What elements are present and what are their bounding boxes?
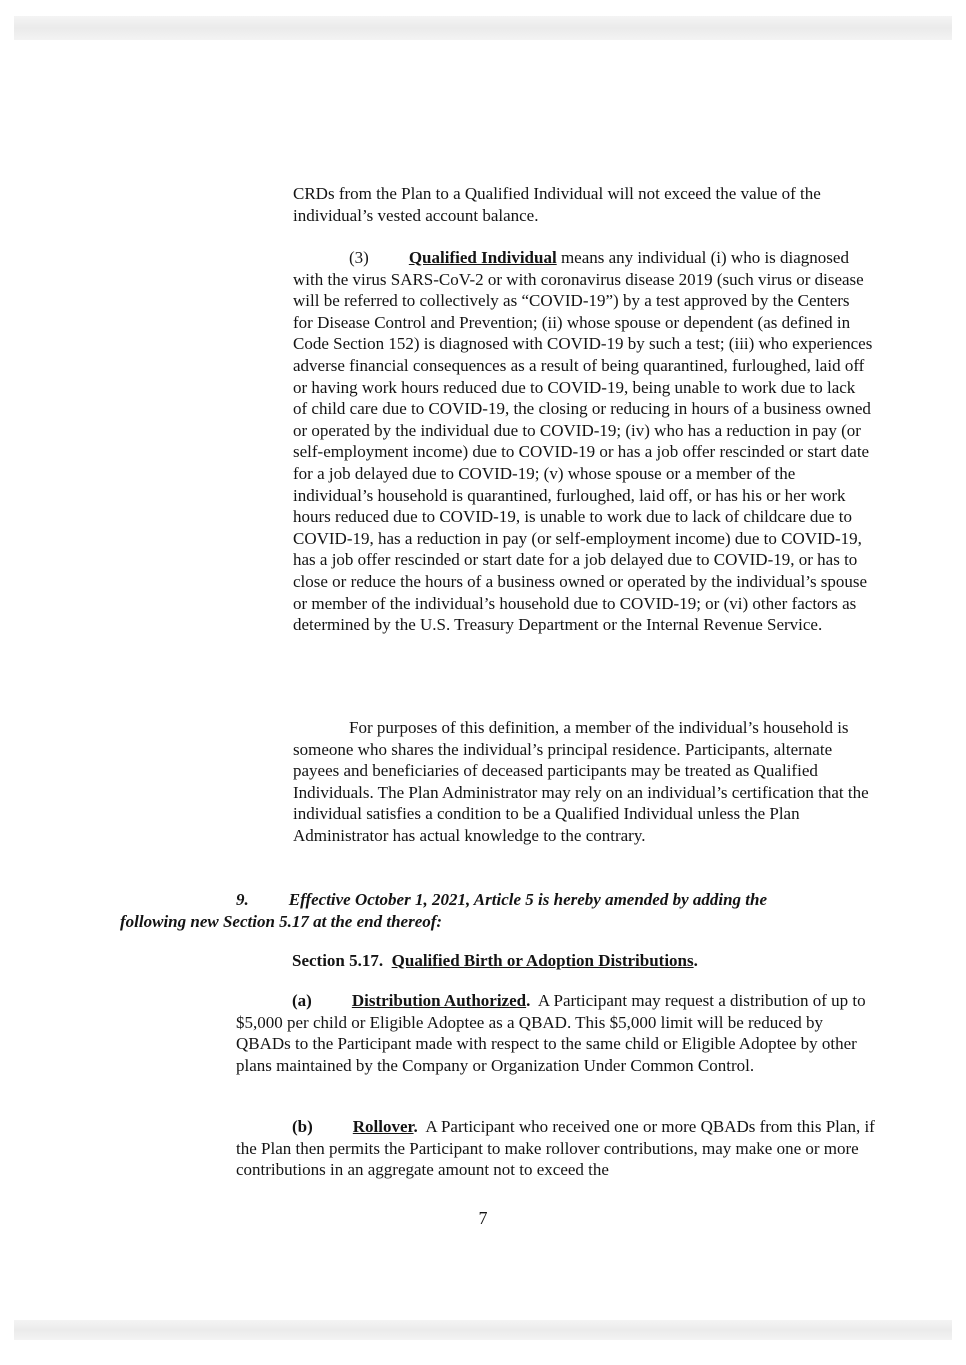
subsection-b-body: A Participant who received one or more QBADs from this Plan, if the Plan then permits the Participant to make rollover contributions, may make one or more contributions in an aggregate amount not to exceed the <box>236 1117 875 1180</box>
page-number: 7 <box>478 1208 488 1228</box>
crds-paragraph <box>293 183 873 226</box>
subsection-b-paragraph <box>236 1116 876 1181</box>
section-title-end: . <box>693 951 698 970</box>
item-9-number: 9. <box>236 890 249 909</box>
qi-body: means any individual (i) who is diagnosed with the virus SARS-CoV-2 or with coronavirus disease 2019 (such virus or disease will be referred to collectively as “COVID-19”) by a test approved by the Centers for Disease Control and Prevention; (ii) whose spouse or dependent (as defined in Code Section 152) is diagnosed with COVID-19 by such a test; (iii) who experiences adverse financial consequences as a result of being quarantined, furloughed, laid off or having work hours reduced due to COVID-19, being unable to work due to lack of child care due to COVID-19, the closing or reducing in hours of a business owned or operated by the individual due to COVID-19; (iv) who has a reduction in pay (or self-employment income) due to COVID-19 or has a job offer rescinded or start date for a job delayed due to COVID-19; (v) whose spouse or a member of the individual’s household is quarantined, furloughed, laid off, or has his or her work hours reduced due to COVID-19, is unable to work due to lack of childcare due to COVID-19, has a reduction in pay (or self-employment income) due to COVID-19, has a job offer rescinded or start date for a job delayed due to COVID-19, or has to close or reduce the hours of a business owned or operated by the individual’s spouse or member of the individual’s household due to COVID-19; or (vi) other factors as determined by the U.S. Treasury Department or the Internal Revenue Service. <box>293 248 873 635</box>
section-title: Qualified Birth or Adoption Distributions <box>391 951 694 970</box>
section-5-17-heading <box>292 950 892 972</box>
subsection-b-heading-end: . <box>413 1117 418 1136</box>
qi-number: (3) <box>349 248 369 267</box>
item-9-instruction <box>120 889 880 932</box>
qi-term: Qualified Individual <box>408 248 557 267</box>
item-9-line-1-text: Effective October 1, 2021, Article 5 is hereby amended by adding the <box>288 890 768 909</box>
subsection-a-heading: Distribution Authorized <box>351 991 527 1010</box>
qualified-individual-paragraph <box>293 247 873 636</box>
subsection-a-letter: (a) <box>292 991 312 1010</box>
subsection-b-letter: (b) <box>292 1117 313 1136</box>
subsection-a-heading-end: . <box>526 991 531 1010</box>
subsection-a-paragraph <box>236 990 876 1076</box>
item-9-line-1 <box>120 889 880 911</box>
crds-text: CRDs from the Plan to a Qualified Individual will not exceed the value of the individual’s vested account balance. <box>293 184 821 225</box>
section-label: Section 5.17. <box>292 951 384 970</box>
subsection-b-heading: Rollover <box>352 1117 414 1136</box>
subsection-a-body: A Participant may request a distribution of up to $5,000 per child or Eligible Adoptee as a QBAD. This $5,000 limit will be reduced by QBADs to the Participant made with respect to the same child or Eligible Adoptee by other plans maintained by the Company or Organization Under Common Control. <box>236 991 866 1075</box>
purposes-paragraph <box>293 717 873 847</box>
item-9-line-2: following new Section 5.17 at the end thereof: <box>120 911 443 931</box>
purposes-text: For purposes of this definition, a member of the individual’s household is someone who shares the individual’s principal residence. Participants, alternate payees and beneficiaries of deceased participants may be treated as Qualified Individuals. The Plan Administrator may rely on an individual’s certification that the individual satisfies a condition to be a Qualified Individual unless the Plan Administrator has actual knowledge to the contrary. <box>293 718 869 845</box>
